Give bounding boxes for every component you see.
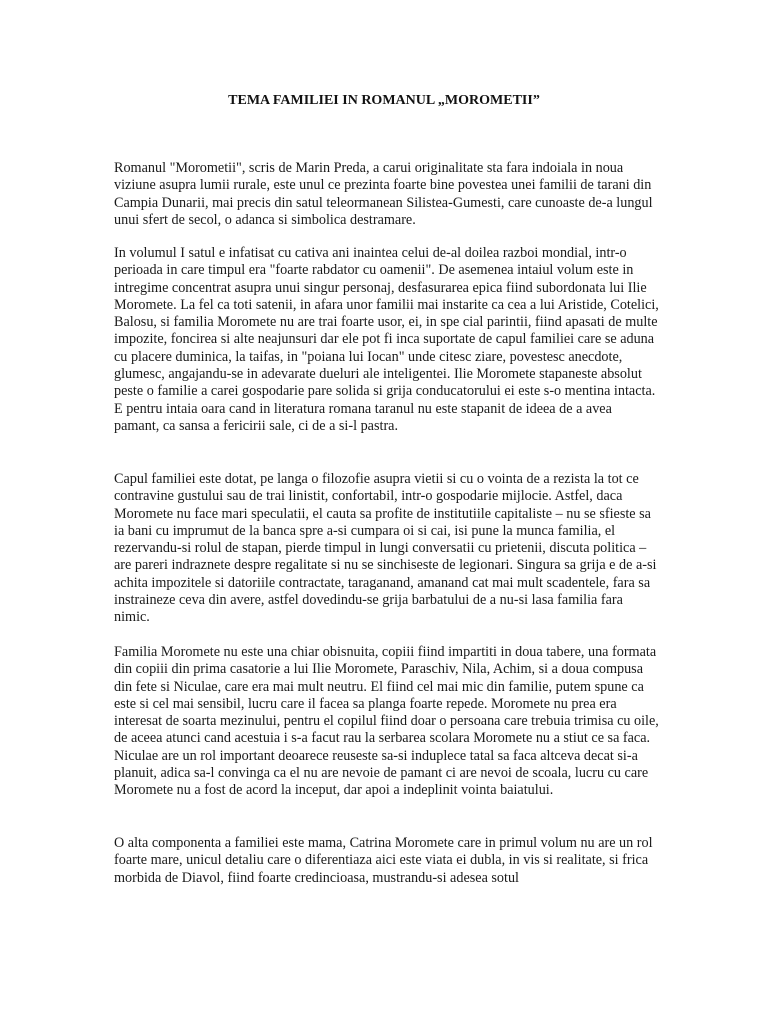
paragraph-moromete-family: Familia Moromete nu este una chiar obisnuita, copiii fiind impartiti in doua tabere, una formata din copiii din prima casatorie a lui Ilie Moromete, Paraschiv, Nila, Achim, si a doua compusa din fete si Niculae, care era mai mult neutru. El fiind cel mai mic din familie, putem spune ca este si cel mai sensibil, lucru care il facea sa planga foarte repede. Moromete nu prea era interesat de soarta mezinului, pentru el copilul fiind doar o persoana care trebuia trimisa cu oile, de aceea atunci cand acestuia i s-a facut rau la serbarea scolara Moromete nu a stiut ce sa faca. Niculae are un rol important deoarece reuseste sa-si induplece tatal sa faca altceva decat si-a planuit, adica sa-l convinga ca el nu are nevoie de pamant ci are nevoi de scoala, lucru cu care Moromete nu a fost de acord la inceput, dar apoi a indeplinit vointa baiatului. (114, 644, 659, 799)
paragraph-volume-one: In volumul I satul e infatisat cu cativa ani inaintea celui de-al doilea razboi mondial, intr-o perioada in care timpul era "foarte rabdator cu oamenii". De asemenea intaiul volum este in intregime concentrat asupra unui singur personaj, desfasurarea epica fiind subordonata lui Ilie Moromete. La fel ca toti satenii, in afara unor familii mai instarite ca cea a lui Aristide, Cotelici, Balosu, si familia Moromete nu are trai foarte usor, ei, in spe cial parintii, fiind apasati de multe impozite, foncirea si alte neajunsuri dar ele pot fi inca suportate de capul familiei care se aduna cu placere duminica, la taifas, in "poiana lui Iocan" unde citesc ziare, povestesc anecdote, glumesc, angajandu-se in adevarate dueluri ale inteligentei. Ilie Moromete stapaneste absolut peste o familie a carei gospodarie pare solida si grija conducatorului ei este s-o mentina intacta. E pentru intaia oara cand in literatura romana taranul nu este stapanit de ideea de a avea pamant, ca sansa a fericirii sale, ci de a si-l pastra. (114, 245, 659, 434)
paragraph-head-of-family: Capul familiei este dotat, pe langa o filozofie asupra vietii si cu o vointa de a rezista la tot ce contravine gustului sau de trai linistit, confortabil, intr-o gospodarie mijlocie. Astfel, daca Moromete nu face mari speculatii, el cauta sa profite de institutiile capitaliste – nu se sfieste sa ia bani cu imprumut de la banca spre a-si cumpara oi si cai, isi pune la munca familia, el rezervandu-si rolul de stapan, pierde timpul in lungi conversatii cu prietenii, discuta politica – are pareri indraznete despre regalitate si nu se sinchiseste de legionari. Singura sa grija e de a-si achita impozitele si datoriile contractate, taraganand, amanand cat mai mult scadentele, fara sa instraineze ceva din avere, astfel dovedindu-se grija barbatului de a nu-si lasa familia fara nimic. (114, 471, 657, 626)
page-title: TEMA FAMILIEI IN ROMANUL „MOROMETII” (228, 93, 540, 108)
paragraph-intro: Romanul "Morometii", scris de Marin Preda, a carui originalitate sta fara indoiala in noua viziune asupra lumii rurale, este unul ce prezinta foarte bine povestea unei familii de tarani din Campia Dunarii, mai precis din satul teleormanean Silistea-Gumesti, care cunoaste de-a lungul unui sfert de secol, o adanca si simbolica destramare. (114, 160, 653, 228)
paragraph-mother: O alta componenta a familiei este mama, Catrina Moromete care in primul volum nu are un rol foarte mare, unicul detaliu care o diferentiaza aici este viata ei dubla, in vis si realitate, si frica morbida de Diavol, fiind foarte credincioasa, mustrandu-si adesea sotul (114, 835, 653, 886)
